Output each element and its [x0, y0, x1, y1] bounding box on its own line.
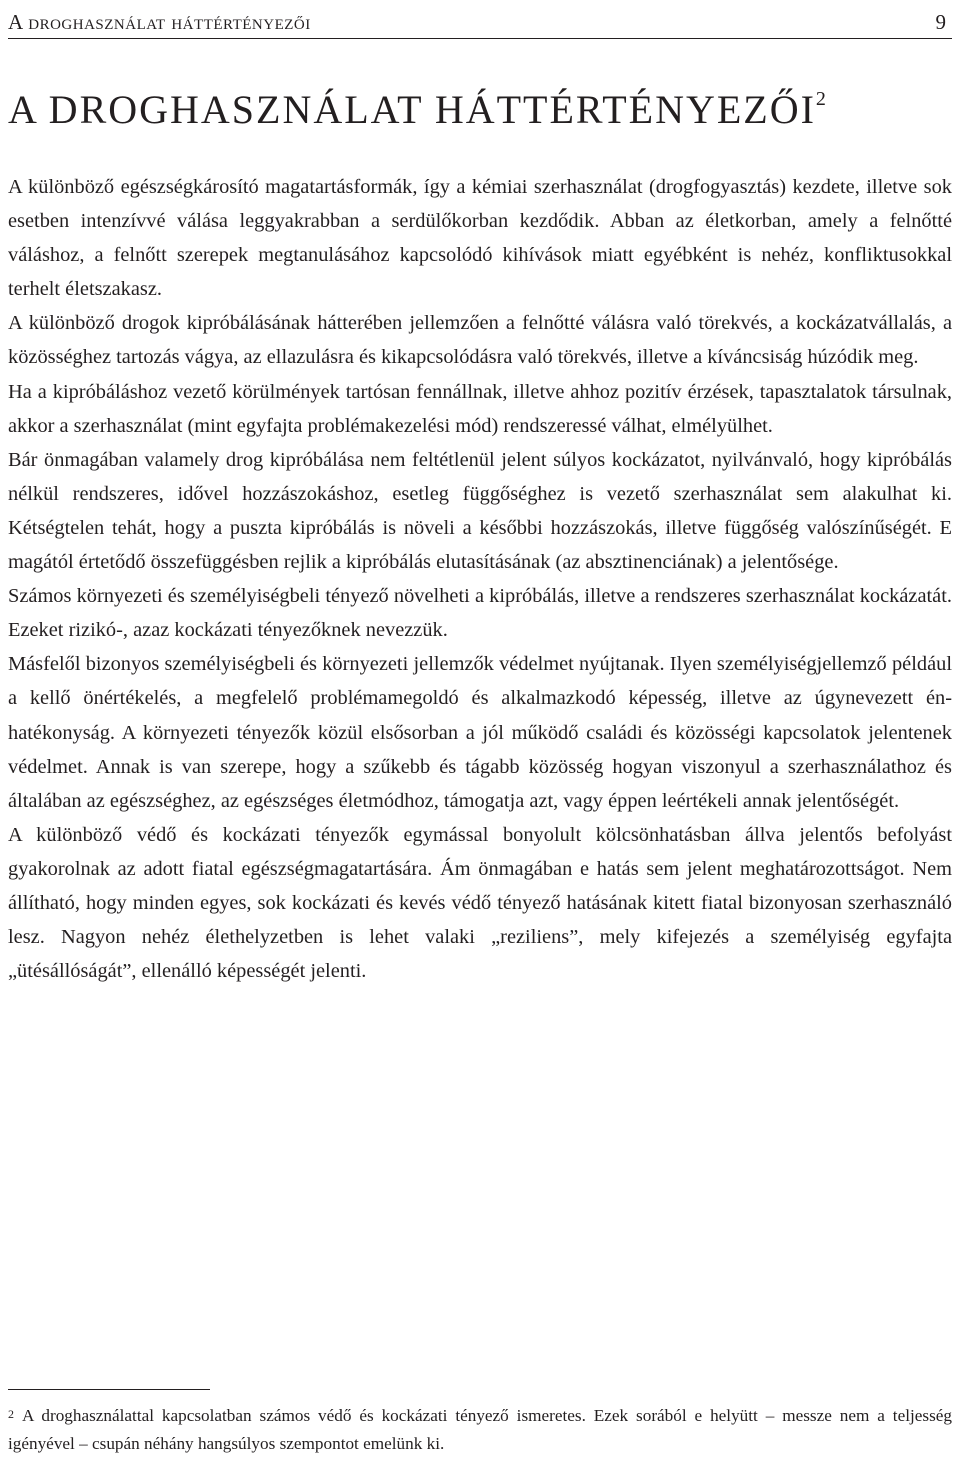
paragraph-4: Bár önmagában valamely drog kipróbálása nem feltétlenül jelent súlyos kockázatot, nyilvánvaló, hogy kipróbálás nélkül rendszeres, idővel hozzászokáshoz, esetleg függőséghez is vezető szerhasználat sem alakulhat ki. Kétségtelen tehát, hogy a puszta kipróbálás is növeli a későbbi hozzászokás, illetve függőség valószínűségét. E magától értetődő összefüggésben rejlik a kipróbálás elutasításának (az absztinenciának) a jelentősége. — [8, 448, 952, 574]
footnote-mark: 2 — [8, 1407, 14, 1421]
footnote-text: A droghasználattal kapcsolatban számos védő és kockázati tényező ismeretes. Ezek sorából e helyütt – messze nem a teljesség igényével – csupán néhány hangsúlyos szempontot emelünk ki. — [8, 1406, 952, 1453]
footnote — [8, 1402, 952, 1458]
body-text — [8, 170, 952, 988]
paragraph-2: A különböző drogok kipróbálásának hátterében jellemzően a felnőtté válásra való törekvés, a kockázatvállalás, a közösséghez tartozás vágya, az ellazulásra és kikapcsolódásra való törekvés, illetve a kíváncsiság húzódik meg. — [8, 312, 952, 369]
footnote-divider — [8, 1389, 210, 1390]
running-title: A droghasználat háttértényezői — [8, 10, 311, 34]
paragraph-3: Ha a kipróbáláshoz vezető körülmények tartósan fennállnak, illetve ahhoz pozitív érzések, tapasztalatok társulnak, akkor a szerhasználat (mint egyfajta problémakezelési mód) rendszeressé válhat, elmélyülhet. — [8, 380, 952, 437]
running-header — [8, 8, 952, 39]
paragraph-7: A különböző védő és kockázati tényezők egymással bonyolult kölcsönhatásban állva jelentős befolyást gyakorolnak az adott fiatal egészségmagatartására. Ám önmagában e hatás sem jelent meghatározottságot. Nem állítható, hogy minden egyes, sok kockázati és kevés védő tényező hatásának kitett fiatal bizonyosan szerhasználó lesz. Nagyon nehéz élethelyzetben is lehet valaki „reziliens”, mely kifejezés a személyiség egyfajta „ütésállóságát”, ellenálló képességét jelenti. — [8, 823, 952, 983]
footnote-reference[interactable]: 2 — [815, 88, 826, 110]
chapter-heading — [8, 86, 952, 133]
paragraph-5: Számos környezeti és személyiségbeli tényező növelheti a kipróbálás, illetve a rendszeres szerhasználat kockázatát. Ezeket rizikó-, azaz kockázati tényezőknek nevezzük. — [8, 585, 952, 642]
paragraph-6: Másfelől bizonyos személyiségbeli és környezeti jellemzők védelmet nyújtanak. Ilyen személyiségjellemző például a kellő önértékelés, a megfelelő problémamegoldó és alkalmazkodó képesség, illetve az úgynevezett én-hatékonyság. A környezeti tényezők közül elsősorban a jól működő családi és közösségi kapcsolatok jelentenek védelmet. Annak is van szerepe, hogy a szűkebb és tágabb közösség hogyan viszonyul a szerhasználathoz és általában az egészséghez, az egészséges életmódhoz, támogatja azt, vagy éppen leértékeli annak jelentőségét. — [8, 653, 952, 812]
page-number: 9 — [935, 10, 946, 34]
paragraph-1: A különböző egészségkárosító magatartásformák, így a kémiai szerhasználat (drogfogyasztás) kezdete, illetve sok esetben intenzívvé válása leggyakrabban a serdülőkorban kezdődik. Abban az életkorban, amely a felnőtté váláshoz, a felnőtt szerepek megtanulásához kapcsolódó kihívások miatt egyébként is nehéz, konfliktusokkal terhelt életszakasz. — [8, 176, 952, 301]
chapter-title: A DROGHASZNÁLAT HÁTTÉRTÉNYEZŐI — [8, 87, 816, 132]
